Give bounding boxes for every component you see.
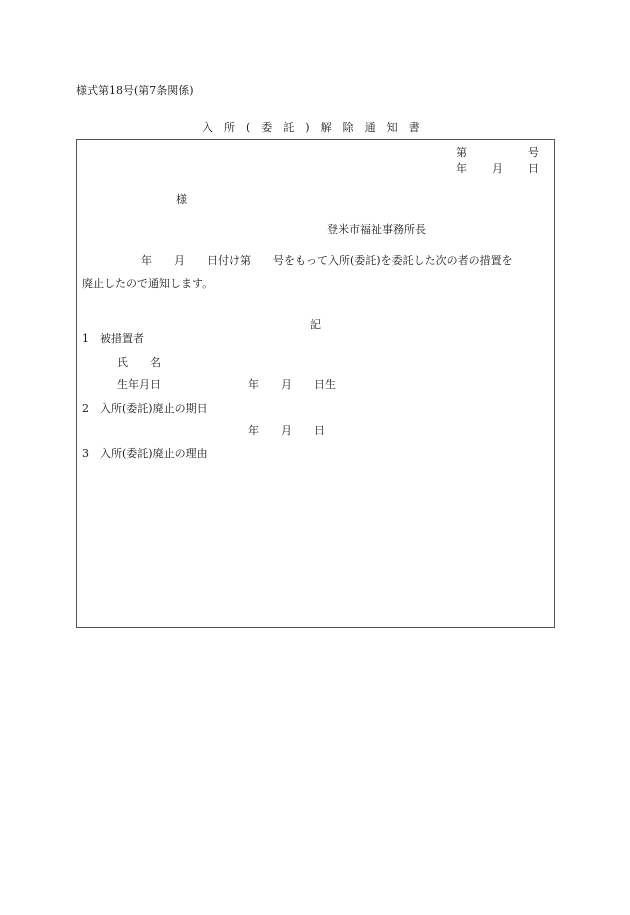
addressee-suffix: 様 <box>176 193 187 206</box>
form-number: 様式第18号(第7条関係) <box>76 84 194 97</box>
body-line-1: 年 月 日付け第 号をもって入所(委託)を委託した次の者の措置を <box>141 254 513 267</box>
date-day: 日 <box>528 162 539 175</box>
body-line-2: 廃止したので通知します。 <box>82 277 214 290</box>
ki-heading: 記 <box>310 318 321 331</box>
doc-number-go: 号 <box>528 146 539 159</box>
item1-heading: 1 被措置者 <box>82 332 144 345</box>
birthdate-value: 年 月 日生 <box>248 378 336 391</box>
birthdate-label: 生年月日 <box>117 378 161 391</box>
termination-date-value: 年 月 日 <box>248 424 325 437</box>
item3-heading: 3 入所(委託)廃止の理由 <box>82 447 208 460</box>
name-label: 氏 名 <box>117 356 161 369</box>
document-title: 入 所 ( 委 託 ) 解 除 通 知 書 <box>202 121 420 134</box>
item2-heading: 2 入所(委託)廃止の期日 <box>82 402 208 415</box>
doc-number-dai: 第 <box>456 146 467 159</box>
date-month: 月 <box>492 162 503 175</box>
date-year: 年 <box>456 162 467 175</box>
issuer-name: 登米市福祉事務所長 <box>327 223 426 236</box>
